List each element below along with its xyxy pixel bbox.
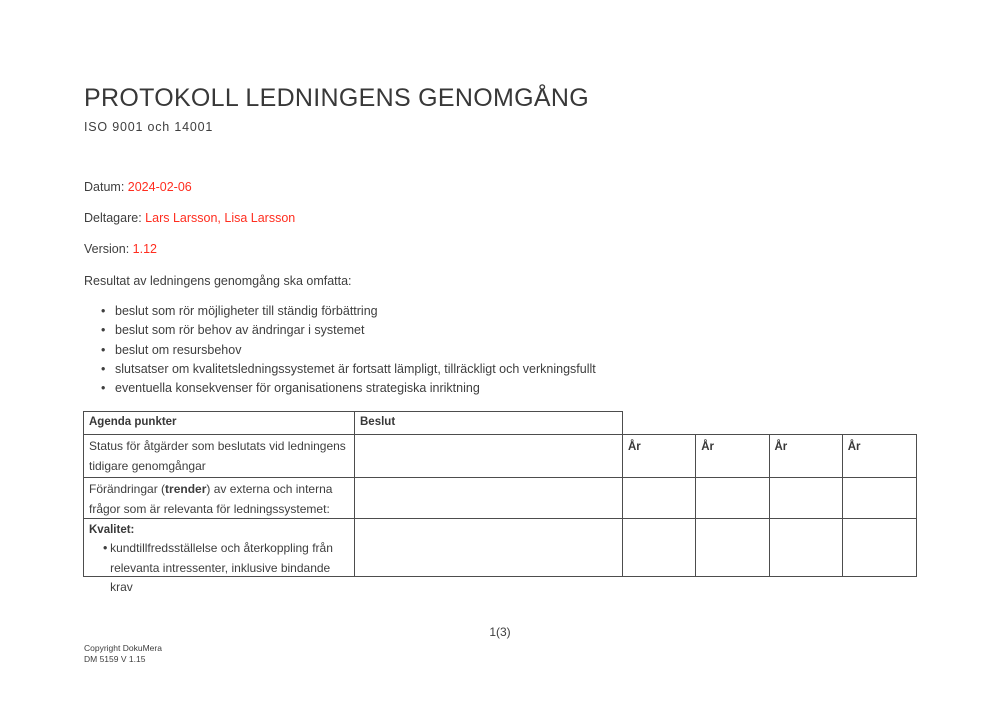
footer-copyright (84, 643, 162, 664)
year-cell (770, 478, 843, 518)
agenda-cell (84, 478, 355, 518)
agenda-table-body (83, 434, 917, 594)
beslut-cell (355, 519, 623, 576)
kvalitet-heading: Kvalitet: (89, 524, 135, 536)
document-id: DM 5159 V 1.15 (84, 653, 146, 664)
year-cell (843, 519, 916, 576)
list-item-text: slutsatser om kvalitetsledningssystemet är fortsatt lämpligt, tillräckligt och verkningsfullt (115, 361, 596, 376)
list-item (101, 342, 596, 361)
document-title: PROTOKOLL LEDNINGENS GENOMGÅNG (84, 84, 589, 112)
meta-datum (84, 180, 192, 194)
year-cell: År (847, 441, 861, 453)
agenda-cell (84, 519, 355, 594)
beslut-cell (355, 435, 623, 477)
bullet-icon: • (101, 381, 106, 396)
year-cell (623, 519, 696, 576)
agenda-text-post: ) av externa och interna frågor som är relevanta för ledningssystemet: (89, 482, 333, 516)
kvalitet-bullet-item (89, 539, 349, 598)
meta-version (84, 242, 157, 256)
list-item (101, 380, 596, 399)
intro-bullet-list (101, 303, 596, 399)
header-cell-beslut: Beslut (360, 416, 396, 428)
copyright-line: Copyright DokuMera (84, 643, 162, 653)
agenda-text-pre: Förändringar ( (89, 482, 166, 496)
bullet-icon: • (103, 541, 108, 555)
deltagare-label: Deltagare: (84, 211, 142, 225)
list-item-text: beslut om resursbehov (115, 342, 242, 357)
version-label: Version: (84, 242, 130, 256)
list-item-text: eventuella konsekvenser för organisationens strategiska inriktning (115, 381, 480, 396)
document-subtitle: ISO 9001 och 14001 (84, 120, 214, 134)
header-cell-agenda-punkter: Agenda punkter (84, 412, 355, 434)
agenda-cell: Status för åtgärder som beslutats vid ledningens tidigare genomgångar (84, 435, 355, 477)
beslut-cell (355, 478, 623, 518)
version-value: 1.12 (132, 242, 157, 256)
year-cell: År (770, 435, 843, 477)
year-cell: År (623, 435, 696, 477)
bullet-icon: • (101, 323, 106, 338)
year-cell (843, 478, 916, 518)
year-cell (696, 478, 769, 518)
bullet-icon: • (101, 304, 106, 318)
deltagare-value: Lars Larsson, Lisa Larsson (145, 211, 296, 225)
list-item (101, 303, 596, 322)
table-row-forandringar (84, 478, 916, 519)
agenda-table-header-row (83, 411, 623, 435)
meta-deltagare (84, 211, 295, 225)
year-cell: År (696, 435, 769, 477)
list-item-text: beslut som rör möjligheter till ständig förbättring (115, 304, 378, 318)
year-cell (770, 519, 843, 576)
page-number: 1(3) (489, 625, 511, 639)
datum-value: 2024-02-06 (127, 180, 192, 194)
datum-label: Datum: (84, 180, 125, 194)
table-row-kvalitet (84, 519, 916, 594)
kvalitet-bullet-text: kundtillfredsställelse och återkoppling från relevanta intressenter, inklusive bindande krav (110, 541, 333, 594)
agenda-text-bold: trender (165, 482, 207, 496)
list-item-text: beslut som rör behov av ändringar i systemet (115, 323, 365, 338)
list-item (101, 361, 596, 380)
bullet-icon: • (101, 361, 106, 376)
list-item (101, 322, 596, 341)
year-cell (696, 519, 769, 576)
bullet-icon: • (101, 342, 106, 357)
table-row-status (84, 435, 916, 478)
year-cell (623, 478, 696, 518)
intro-lead: Resultat av ledningens genomgång ska omfatta: (84, 274, 352, 288)
